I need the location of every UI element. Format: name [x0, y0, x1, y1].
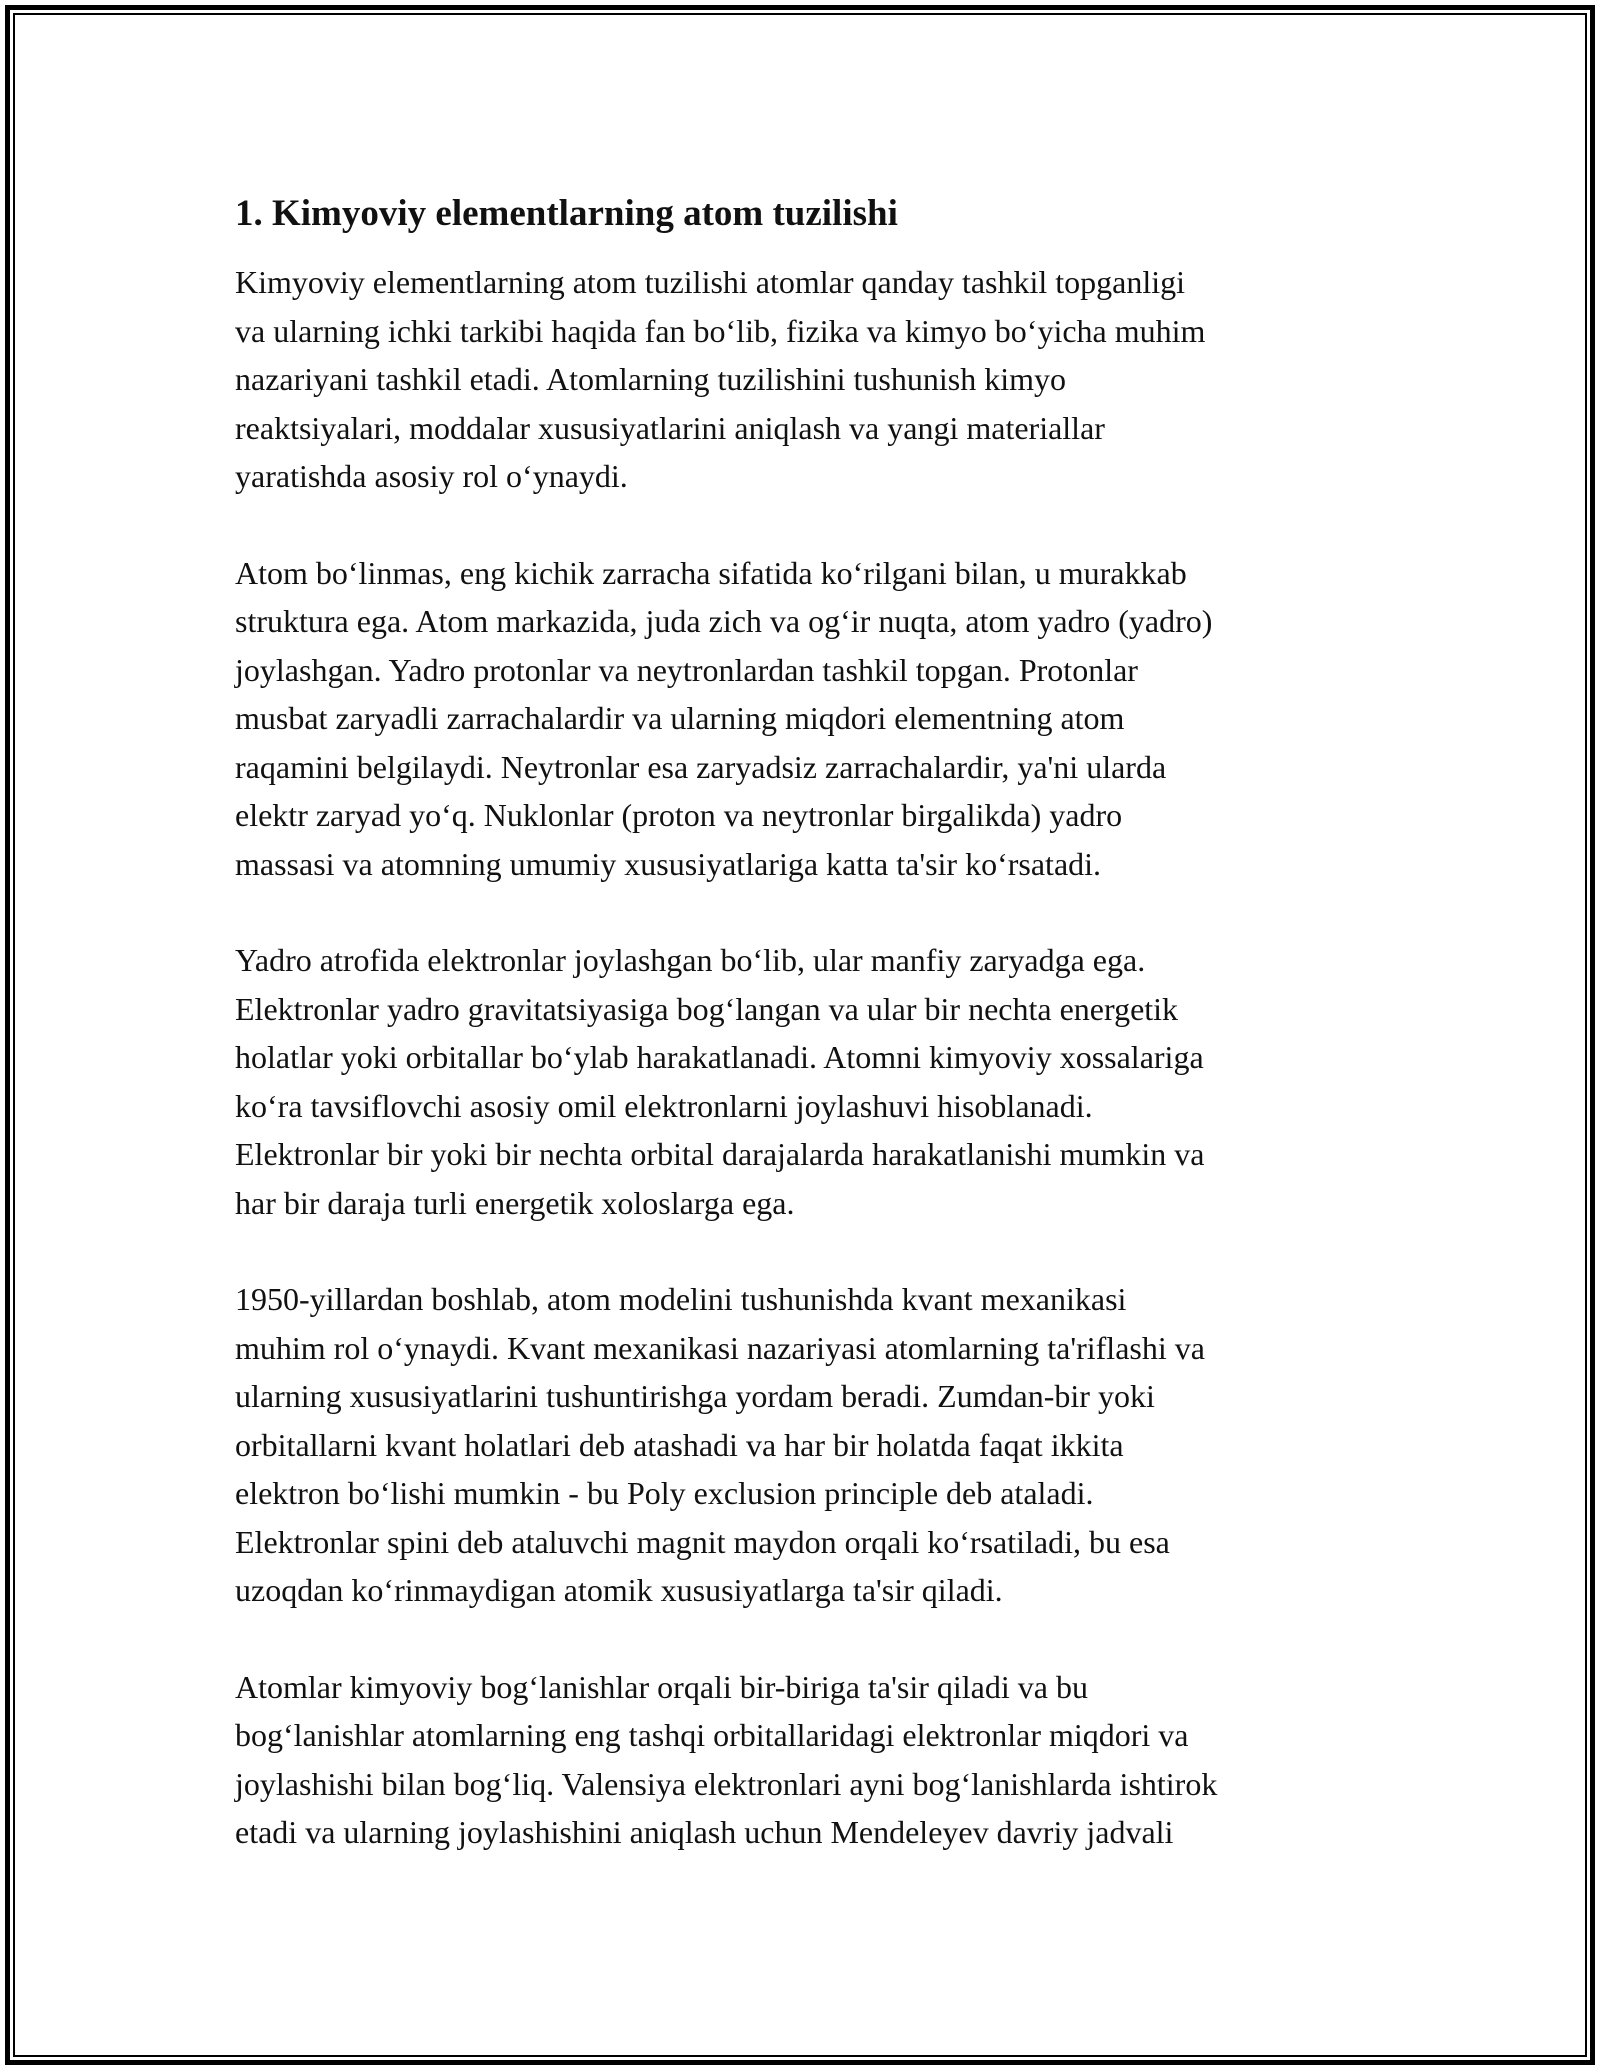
paragraph-line: muhim rol o‘ynaydi. Kvant mexanikasi nazariyasi atomlarning ta'riflashi va	[235, 1329, 1205, 1366]
paragraph-line: joylashishi bilan bog‘liq. Valensiya elektronlari ayni bog‘lanishlarda ishtirok	[235, 1765, 1218, 1802]
paragraph-5	[235, 1663, 1385, 1857]
paragraph-line: Elektronlar spini deb ataluvchi magnit maydon orqali ko‘rsatiladi, bu esa	[235, 1523, 1170, 1560]
paragraph-1	[235, 258, 1385, 501]
paragraph-line: bog‘lanishlar atomlarning eng tashqi orbitallaridagi elektronlar miqdori va	[235, 1717, 1189, 1753]
paragraph-line: musbat zaryadli zarrachalardir va ularning miqdori elementning atom	[235, 700, 1125, 736]
paragraph-4	[235, 1275, 1385, 1615]
paragraph-line: joylashgan. Yadro protonlar va neytronlardan tashkil topgan. Protonlar	[235, 651, 1138, 688]
paragraph-line: 1950-yillardan boshlab, atom modelini tushunishda kvant mexanikasi	[235, 1281, 1127, 1317]
paragraph-line: Elektronlar bir yoki bir nechta orbital darajalarda harakatlanishi mumkin va	[235, 1136, 1205, 1172]
paragraph-line: elektr zaryad yo‘q. Nuklonlar (proton va neytronlar birgalikda) yadro	[235, 797, 1123, 833]
paragraph-line: reaktsiyalari, moddalar xususiyatlarini aniqlash va yangi materiallar	[235, 409, 1105, 446]
paragraph-line: ko‘ra tavsiflovchi asosiy omil elektronlarni joylashuvi hisoblanadi.	[235, 1087, 1093, 1124]
paragraph-line: struktura ega. Atom markazida, juda zich va og‘ir nuqta, atom yadro (yadro)	[235, 603, 1213, 639]
section-heading: 1. Kimyoviy elementlarning atom tuzilishi	[235, 193, 898, 234]
paragraph-line: Atomlar kimyoviy bog‘lanishlar orqali bir-biriga ta'sir qiladi va bu	[235, 1668, 1088, 1705]
paragraph-line: holatlar yoki orbitallar bo‘ylab harakatlanadi. Atomni kimyoviy xossalariga	[235, 1039, 1204, 1075]
paragraph-line: Yadro atrofida elektronlar joylashgan bo‘lib, ular manfiy zaryadga ega.	[235, 942, 1146, 978]
paragraph-line: massasi va atomning umumiy xususiyatlariga katta ta'sir ko‘rsatadi.	[235, 845, 1102, 882]
paragraph-line: uzoqdan ko‘rinmaydigan atomik xususiyatlarga ta'sir qiladi.	[235, 1572, 1003, 1608]
paragraph-line: ularning xususiyatlarini tushuntirishga yordam beradi. Zumdan-bir yoki	[235, 1378, 1155, 1414]
paragraph-line: raqamini belgilaydi. Neytronlar esa zaryadsiz zarrachalardir, ya'ni ularda	[235, 748, 1167, 785]
paragraph-line: nazariyani tashkil etadi. Atomlarning tuzilishini tushunish kimyo	[235, 361, 1066, 397]
paragraph-line: etadi va ularning joylashishini aniqlash uchun Mendeleyev davriy jadvali	[235, 1814, 1174, 1850]
paragraph-line: elektron bo‘lishi mumkin - bu Poly exclusion principle deb ataladi.	[235, 1475, 1094, 1511]
paragraph-line: Kimyoviy elementlarning atom tuzilishi atomlar qanday tashkil topganligi	[235, 264, 1186, 300]
paragraph-line: har bir daraja turli energetik xoloslarga ega.	[235, 1184, 795, 1221]
paragraph-line: Atom bo‘linmas, eng kichik zarracha sifatida ko‘rilgani bilan, u murakkab	[235, 554, 1187, 591]
document-body	[235, 188, 1385, 1905]
paragraph-2	[235, 549, 1385, 889]
paragraph-line: Elektronlar yadro gravitatsiyasiga bog‘langan va ular bir nechta energetik	[235, 990, 1179, 1027]
paragraph-line: orbitallarni kvant holatlari deb atashadi va har bir holatda faqat ikkita	[235, 1426, 1124, 1463]
paragraph-line: va ularning ichki tarkibi haqida fan bo‘lib, fizika va kimyo bo‘yicha muhim	[235, 312, 1206, 349]
paragraph-3	[235, 936, 1385, 1227]
paragraph-line: yaratishda asosiy rol o‘ynaydi.	[235, 458, 628, 494]
